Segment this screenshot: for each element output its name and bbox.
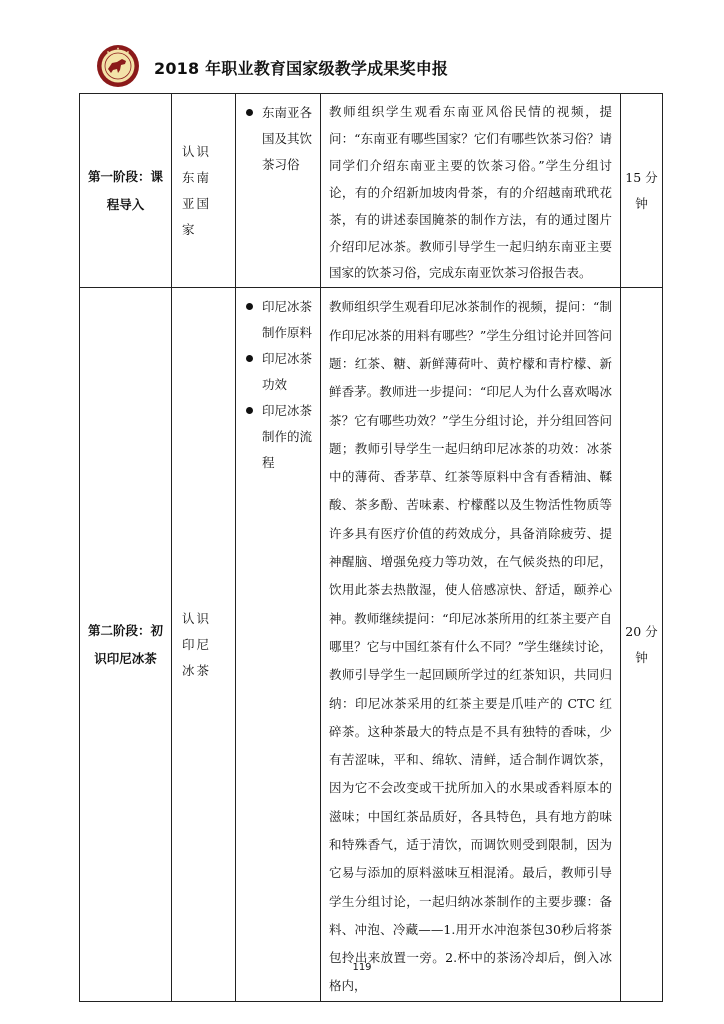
list-item: 印尼冰茶功效 [244,346,314,398]
stage-name: 第二阶段：初识印尼冰茶 [80,288,172,1001]
table-row [80,288,663,1001]
document-title: 2018 年职业教育国家级教学成果奖申报 [154,59,449,78]
activity-name: 认识东南亚国家 [172,94,236,288]
activity-name: 认识印尼冰茶 [172,288,236,1001]
time-allocation: 20 分钟 [621,288,663,1001]
activity-description: 教师组织学生观看印尼冰茶制作的视频，提问：“制作印尼冰茶的用料有哪些？”学生分组讨论并回答问题：红茶、糖、新鲜薄荷叶、黄柠檬和青柠檬、新鲜香茅。教师进一步提问：“印尼人为什么喜欢喝冰茶？它有哪些功效？”学生分组讨论，并分组回答问题；教师引导学生一起归纳印尼冰茶的功效：冰茶中的薄荷、香茅草、红茶等原料中含有香精油、鞣酸、茶多酚、苦味素、柠檬醛以及生物活性物质等许多具有医疗价值的药效成分，具备消除疲劳、提神醒脑、增强免疫力等功效，在气候炎热的印尼，饮用此茶去热散湿，使人倍感凉快、舒适，颐养心神。教师继续提问：“印尼冰茶所用的红茶主要产自哪里？它与中国红茶有什么不同？”学生继续讨论，教师引导学生一起回顾所学过的红茶知识，共同归纳：印尼冰茶采用的红茶主要是爪哇产的 CTC 红碎茶。这种茶最大的特点是不具有独特的香味，少有苦涩味，平和、绵软、清鲜，适合制作调饮茶，因为它不会改变或干扰所加入的水果或香料原本的滋味；中国红茶品质好，各具特色，具有地方韵味和特殊香气，适于清饮，而调饮则受到限制，因为它易与添加的原料滋味互相混淆。最后，教师引导学生分组讨论，一起归纳冰茶制作的主要步骤：备料、冲泡、冷藏——1.用开水冲泡茶包30秒后将茶包拎出来放置一旁。2.杯中的茶汤冷却后，倒入冰格内， [321,288,621,1001]
list-item: 印尼冰茶制作原料 [244,294,314,346]
time-allocation: 15 分钟 [621,94,663,288]
page-header [96,44,656,94]
list-item: 东南亚各国及其饮茶习俗 [244,100,314,178]
stage-name: 第一阶段：课程导入 [80,94,172,288]
activity-description: 教师组织学生观看东南亚风俗民情的视频，提问：“东南亚有哪些国家？它们有哪些饮茶习俗？请同学们介绍东南亚主要的饮茶习俗。”学生分组讨论，有的介绍新加坡肉骨茶，有的介绍越南玳玳花茶，有的讲述泰国腌茶的制作方法，有的通过图片介绍印尼冰茶。教师引导学生一起归纳东南亚主要国家的饮茶习俗，完成东南亚饮茶习俗报告表。 [321,94,621,288]
list-item: 印尼冰茶制作的流程 [244,398,314,476]
page-number: 119 [352,962,372,973]
lesson-plan-table [79,93,663,1002]
key-points [236,94,321,288]
table-row [80,94,663,288]
key-points [236,288,321,1001]
school-emblem-icon [96,44,140,88]
